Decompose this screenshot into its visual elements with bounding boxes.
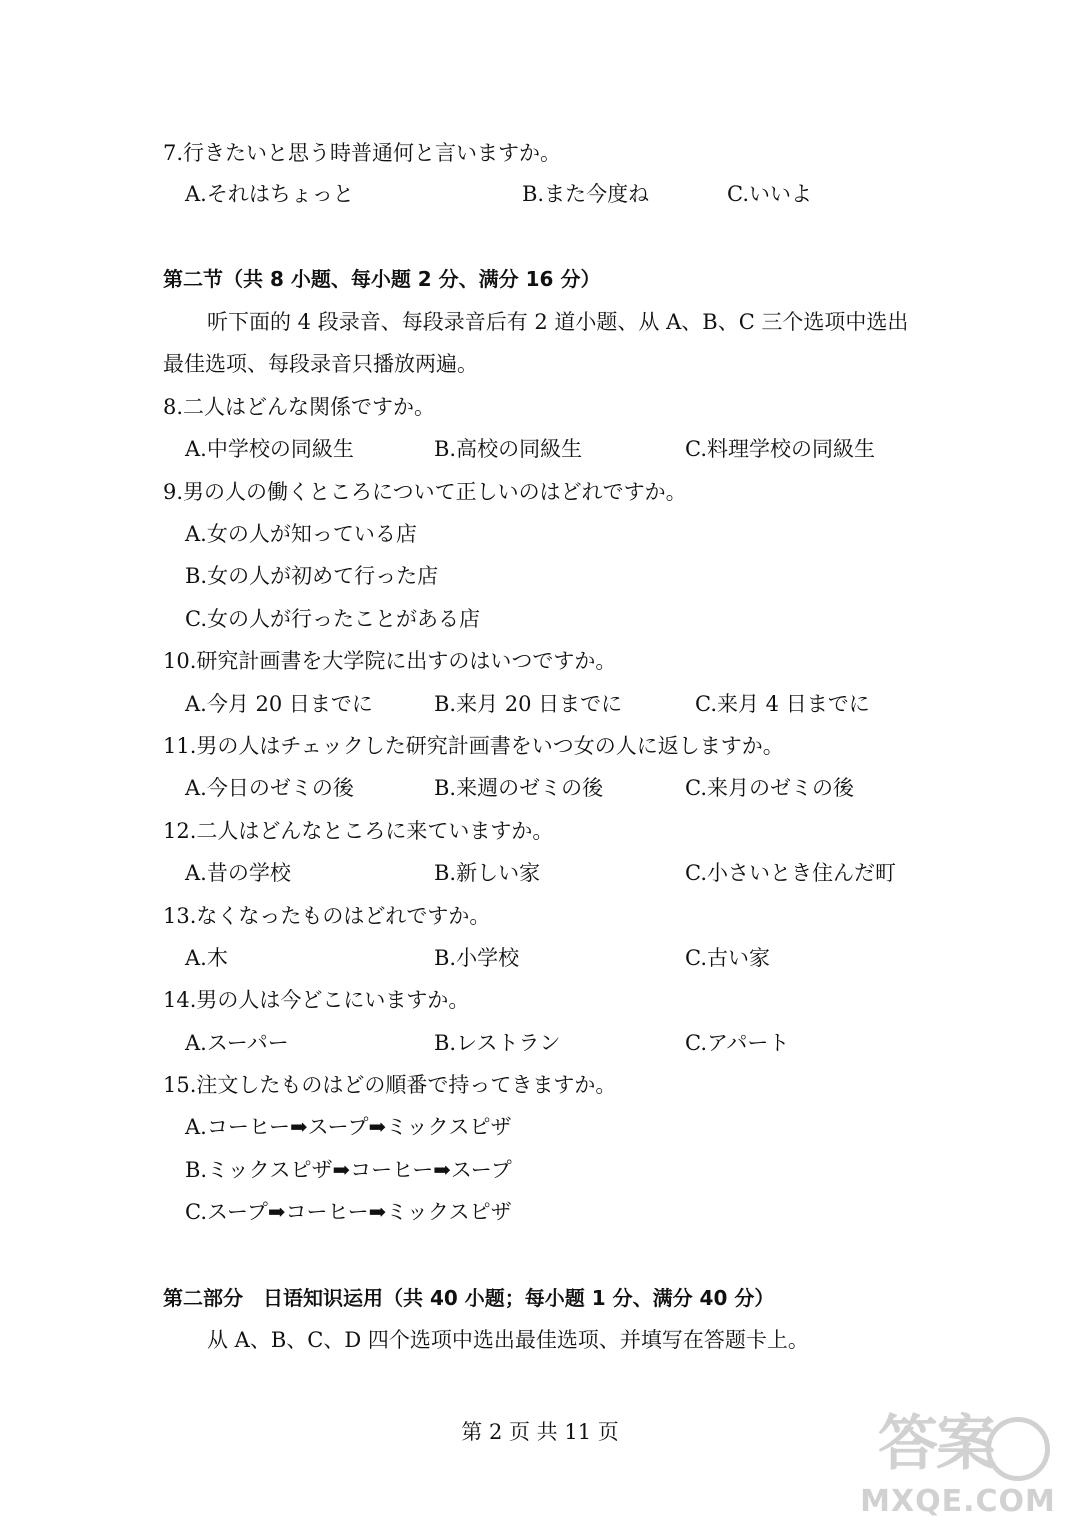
option-b: B.小学校 — [434, 946, 520, 970]
question-8-options — [185, 434, 905, 464]
question-12: 12.二人はどんなところに来ていますか。 — [163, 819, 554, 843]
option-a: A.女の人が知っている店 — [185, 522, 417, 546]
watermark-circle-icon — [986, 1417, 1050, 1481]
question-7-options — [185, 179, 885, 209]
option-c: C.女の人が行ったことがある店 — [185, 607, 480, 631]
option-c: C.古い家 — [685, 946, 770, 970]
option-b: B.ミックスピザ➡コーヒー➡スープ — [185, 1158, 512, 1182]
watermark — [858, 1409, 1058, 1519]
option-a: A.中学校の同級生 — [185, 437, 354, 461]
question-13-options — [185, 943, 905, 973]
option-c: C.スープ➡コーヒー➡ミックスピザ — [185, 1200, 512, 1224]
option-b: B.来月 20 日までに — [434, 692, 623, 716]
question-11: 11.男の人はチェックした研究計画書をいつ女の人に返しますか。 — [163, 734, 784, 758]
question-10-options — [185, 689, 905, 719]
option-a: A.コーヒー➡スープ➡ミックスピザ — [185, 1115, 512, 1139]
option-b: B.来週のゼミの後 — [434, 776, 604, 800]
option-c: C.来月のゼミの後 — [685, 776, 854, 800]
option-a: A.スーパー — [185, 1031, 289, 1055]
question-10: 10.研究計画書を大学院に出すのはいつですか。 — [163, 649, 617, 673]
question-8: 8.二人はどんな関係ですか。 — [163, 395, 436, 419]
question-9: 9.男の人の働くところについて正しいのはどれですか。 — [163, 480, 687, 504]
question-7: 7.行きたいと思う時普通何と言いますか。 — [163, 141, 562, 165]
page-number: 第 2 页 共 11 页 — [461, 1420, 619, 1444]
option-c: C.料理学校の同級生 — [685, 437, 875, 461]
question-14-options — [185, 1028, 905, 1058]
option-b: B.新しい家 — [434, 861, 541, 885]
question-14: 14.男の人は今どこにいますか。 — [163, 988, 470, 1012]
option-c: C.来月 4 日までに — [695, 692, 870, 716]
option-c: C.いいよ — [727, 182, 812, 206]
option-a: A.昔の学校 — [185, 861, 291, 885]
question-11-options — [185, 773, 905, 803]
option-a: A.今月 20 日までに — [185, 692, 373, 716]
section-instruction: 听下面的 4 段录音、每段录音后有 2 道小题、从 A、B、C 三个选项中选出最佳选项、每段录音只播放两遍。 — [163, 310, 909, 376]
option-c: C.小さいとき住んだ町 — [685, 861, 896, 885]
option-a: A.今日のゼミの後 — [185, 776, 354, 800]
option-a: A.それはちょっと — [185, 182, 354, 206]
section-heading: 第二节（共 8 小题、每小题 2 分、满分 16 分） — [163, 267, 601, 291]
part-heading: 第二部分 日语知识运用（共 40 小题；每小题 1 分、满分 40 分） — [163, 1286, 775, 1310]
part-instruction: 从 A、B、C、D 四个选项中选出最佳选项、并填写在答题卡上。 — [207, 1328, 809, 1352]
option-b: B.また今度ね — [522, 182, 650, 206]
option-b: B.女の人が初めて行った店 — [185, 564, 439, 588]
watermark-logo: 答案 — [878, 1409, 994, 1479]
option-b: B.高校の同級生 — [434, 437, 583, 461]
watermark-url: MXQE.COM — [860, 1484, 1056, 1519]
option-b: B.レストラン — [434, 1031, 561, 1055]
option-a: A.木 — [185, 946, 228, 970]
question-12-options — [185, 858, 925, 888]
option-c: C.アパート — [685, 1031, 790, 1055]
question-15: 15.注文したものはどの順番で持ってきますか。 — [163, 1073, 617, 1097]
question-13: 13.なくなったものはどれですか。 — [163, 904, 491, 928]
